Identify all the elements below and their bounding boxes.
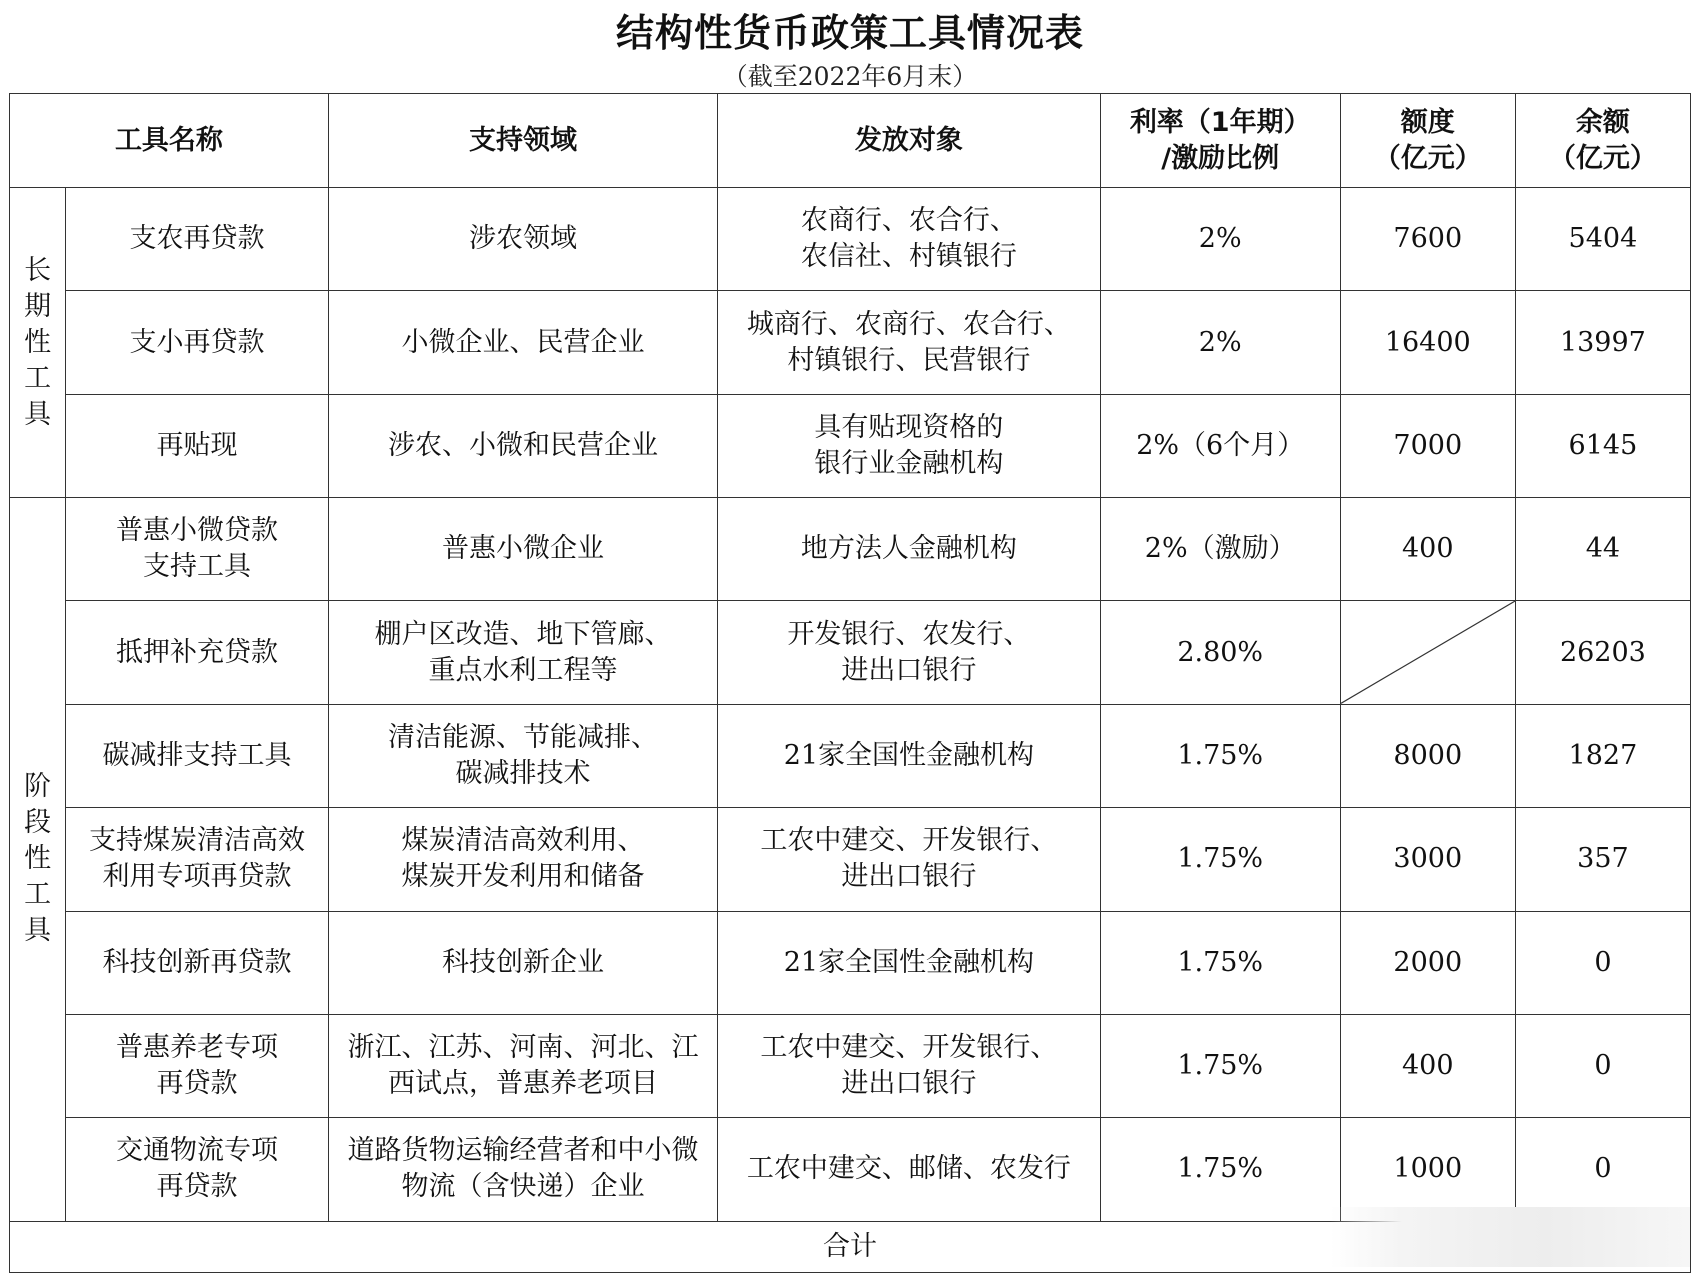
category-char: 阶 bbox=[24, 771, 52, 803]
target-cell bbox=[718, 601, 1101, 704]
field-cell bbox=[328, 704, 717, 807]
tool-name-cell bbox=[66, 188, 329, 291]
category-phased bbox=[10, 498, 66, 1222]
header-rate bbox=[1100, 94, 1340, 188]
category-char: 工 bbox=[24, 879, 52, 911]
header-target: 发放对象 bbox=[718, 94, 1101, 188]
field-cell bbox=[328, 1014, 717, 1117]
target-line: 具有贴现资格的 bbox=[814, 411, 1004, 443]
category-char: 具 bbox=[24, 915, 52, 947]
quota-cell: 400 bbox=[1340, 1014, 1515, 1117]
field-line: 小微企业、民营企业 bbox=[401, 326, 645, 358]
rate-cell: 2% bbox=[1100, 291, 1340, 394]
target-line: 农商行、农合行、 bbox=[800, 205, 1017, 237]
tool-name-line: 抵押补充贷款 bbox=[116, 636, 279, 668]
rate-cell: 1.75% bbox=[1100, 808, 1340, 911]
header-rate-line1: 利率（1年期） bbox=[1129, 106, 1311, 138]
balance-cell: 44 bbox=[1515, 498, 1690, 601]
balance-cell: 0 bbox=[1515, 911, 1690, 1014]
tool-name-cell bbox=[66, 911, 329, 1014]
balance-cell: 1827 bbox=[1515, 704, 1690, 807]
target-line: 进出口银行 bbox=[841, 1068, 977, 1100]
quota-cell: 2000 bbox=[1340, 911, 1515, 1014]
tool-name-line: 交通物流专项 bbox=[116, 1135, 279, 1167]
rate-cell: 2%（6个月） bbox=[1100, 394, 1340, 497]
field-line: 物流（含快递）企业 bbox=[401, 1171, 645, 1203]
tool-name-line: 支农再贷款 bbox=[129, 223, 265, 255]
field-cell bbox=[328, 188, 717, 291]
target-line: 工农中建交、开发银行、 bbox=[760, 1032, 1058, 1064]
field-line: 道路货物运输经营者和中小微 bbox=[347, 1135, 699, 1167]
category-char: 工 bbox=[24, 362, 52, 394]
quota-cell: 7000 bbox=[1340, 394, 1515, 497]
balance-cell: 357 bbox=[1515, 808, 1690, 911]
field-line: 清洁能源、节能减排、 bbox=[387, 721, 658, 753]
target-line: 进出口银行 bbox=[841, 654, 977, 686]
category-char: 性 bbox=[24, 326, 52, 358]
target-line: 工农中建交、邮储、农发行 bbox=[746, 1153, 1071, 1185]
target-cell bbox=[718, 808, 1101, 911]
field-line: 煤炭开发利用和储备 bbox=[401, 861, 645, 893]
header-tool-name: 工具名称 bbox=[10, 94, 329, 188]
category-char: 性 bbox=[24, 843, 52, 875]
target-line: 进出口银行 bbox=[841, 861, 977, 893]
tool-name-line: 普惠养老专项 bbox=[116, 1032, 279, 1064]
field-line: 棚户区改造、地下管廊、 bbox=[374, 618, 672, 650]
quota-cell: 16400 bbox=[1340, 291, 1515, 394]
quota-cell: 7600 bbox=[1340, 188, 1515, 291]
header-row bbox=[10, 94, 1691, 188]
policy-tools-table bbox=[9, 93, 1691, 1273]
diagonal-line bbox=[1341, 601, 1515, 703]
tool-name-line: 普惠小微贷款 bbox=[116, 515, 279, 547]
tool-name-cell bbox=[66, 1014, 329, 1117]
target-cell bbox=[718, 1014, 1101, 1117]
tool-name-line: 科技创新再贷款 bbox=[102, 946, 292, 978]
header-quota bbox=[1340, 94, 1515, 188]
balance-cell: 5404 bbox=[1515, 188, 1690, 291]
field-line: 碳减排技术 bbox=[455, 757, 591, 789]
rate-cell: 1.75% bbox=[1100, 1118, 1340, 1221]
header-field: 支持领域 bbox=[328, 94, 717, 188]
quota-cell: 3000 bbox=[1340, 808, 1515, 911]
rate-cell: 2% bbox=[1100, 188, 1340, 291]
quota-cell: 8000 bbox=[1340, 704, 1515, 807]
table-row bbox=[10, 1014, 1691, 1117]
field-cell bbox=[328, 291, 717, 394]
header-balance-line1: 余额 bbox=[1575, 106, 1630, 138]
table-title: 结构性货币政策工具情况表 bbox=[615, 11, 1084, 55]
table-row bbox=[10, 1118, 1691, 1221]
target-line: 开发银行、农发行、 bbox=[787, 618, 1031, 650]
tool-name-cell bbox=[66, 394, 329, 497]
field-line: 重点水利工程等 bbox=[428, 654, 618, 686]
table-row bbox=[10, 704, 1691, 807]
tool-name-line: 再贴现 bbox=[156, 429, 238, 461]
tool-name-cell bbox=[66, 704, 329, 807]
category-char: 长 bbox=[24, 254, 52, 286]
balance-cell: 6145 bbox=[1515, 394, 1690, 497]
header-balance bbox=[1515, 94, 1690, 188]
table-row bbox=[10, 394, 1691, 497]
header-quota-line1: 额度 bbox=[1400, 106, 1455, 138]
quota-cell-empty bbox=[1340, 601, 1515, 704]
rate-cell: 2%（激励） bbox=[1100, 498, 1340, 601]
quota-cell: 400 bbox=[1340, 498, 1515, 601]
field-line: 普惠小微企业 bbox=[441, 533, 604, 565]
table-row bbox=[10, 601, 1691, 704]
field-line: 涉农领域 bbox=[468, 223, 577, 255]
target-cell bbox=[718, 911, 1101, 1014]
tool-name-cell bbox=[66, 808, 329, 911]
category-char: 段 bbox=[24, 807, 52, 839]
tool-name-cell bbox=[66, 1118, 329, 1221]
field-cell bbox=[328, 498, 717, 601]
field-cell bbox=[328, 1118, 717, 1221]
field-cell bbox=[328, 808, 717, 911]
tool-name-cell bbox=[66, 498, 329, 601]
tool-name-line: 支持煤炭清洁高效 bbox=[89, 825, 306, 857]
field-line: 西试点，普惠养老项目 bbox=[387, 1068, 658, 1100]
field-cell bbox=[328, 911, 717, 1014]
tool-name-cell bbox=[66, 601, 329, 704]
category-long-term bbox=[10, 188, 66, 498]
field-line: 煤炭清洁高效利用、 bbox=[401, 825, 645, 857]
target-cell bbox=[718, 291, 1101, 394]
table-row bbox=[10, 188, 1691, 291]
total-label: 合计 bbox=[10, 1221, 1691, 1272]
category-char: 期 bbox=[24, 290, 52, 322]
target-line: 21家全国性金融机构 bbox=[783, 946, 1035, 978]
target-line: 工农中建交、开发银行、 bbox=[760, 825, 1058, 857]
target-cell bbox=[718, 188, 1101, 291]
quota-cell: 1000 bbox=[1340, 1118, 1515, 1221]
diagonal-slash bbox=[1341, 601, 1515, 703]
target-line: 21家全国性金融机构 bbox=[783, 739, 1035, 771]
tool-name-cell bbox=[66, 291, 329, 394]
field-line: 科技创新企业 bbox=[441, 946, 604, 978]
tool-name-line: 支小再贷款 bbox=[129, 326, 265, 358]
balance-cell: 13997 bbox=[1515, 291, 1690, 394]
category-char: 具 bbox=[24, 398, 52, 430]
field-cell bbox=[328, 394, 717, 497]
table-row bbox=[10, 808, 1691, 911]
target-line: 农信社、村镇银行 bbox=[800, 241, 1017, 273]
tool-name-line: 再贷款 bbox=[156, 1068, 238, 1100]
header-quota-line2: （亿元） bbox=[1373, 142, 1482, 174]
target-cell bbox=[718, 1118, 1101, 1221]
tool-name-line: 碳减排支持工具 bbox=[102, 739, 292, 771]
target-line: 城商行、农商行、农合行、 bbox=[746, 308, 1071, 340]
table-row bbox=[10, 911, 1691, 1014]
target-cell bbox=[718, 394, 1101, 497]
target-line: 地方法人金融机构 bbox=[800, 533, 1017, 565]
target-cell bbox=[718, 498, 1101, 601]
target-line: 村镇银行、民营银行 bbox=[787, 344, 1031, 376]
rate-cell: 1.75% bbox=[1100, 704, 1340, 807]
field-line: 涉农、小微和民营企业 bbox=[387, 429, 658, 461]
field-cell bbox=[328, 601, 717, 704]
balance-cell: 0 bbox=[1515, 1118, 1690, 1221]
table-subtitle: （截至2022年6月末） bbox=[722, 62, 978, 91]
tool-name-line: 支持工具 bbox=[143, 551, 252, 583]
rate-cell: 1.75% bbox=[1100, 911, 1340, 1014]
header-balance-line2: （亿元） bbox=[1548, 142, 1657, 174]
scan-smudge bbox=[1330, 1207, 1690, 1267]
target-cell bbox=[718, 704, 1101, 807]
table-row bbox=[10, 498, 1691, 601]
target-line: 银行业金融机构 bbox=[814, 447, 1004, 479]
rate-cell: 1.75% bbox=[1100, 1014, 1340, 1117]
tool-name-line: 再贷款 bbox=[156, 1171, 238, 1203]
balance-cell: 26203 bbox=[1515, 601, 1690, 704]
table-row bbox=[10, 291, 1691, 394]
header-rate-line2: /激励比例 bbox=[1161, 142, 1280, 174]
rate-cell: 2.80% bbox=[1100, 601, 1340, 704]
tool-name-line: 利用专项再贷款 bbox=[102, 861, 292, 893]
field-line: 浙江、江苏、河南、河北、江 bbox=[347, 1032, 699, 1064]
balance-cell: 0 bbox=[1515, 1014, 1690, 1117]
